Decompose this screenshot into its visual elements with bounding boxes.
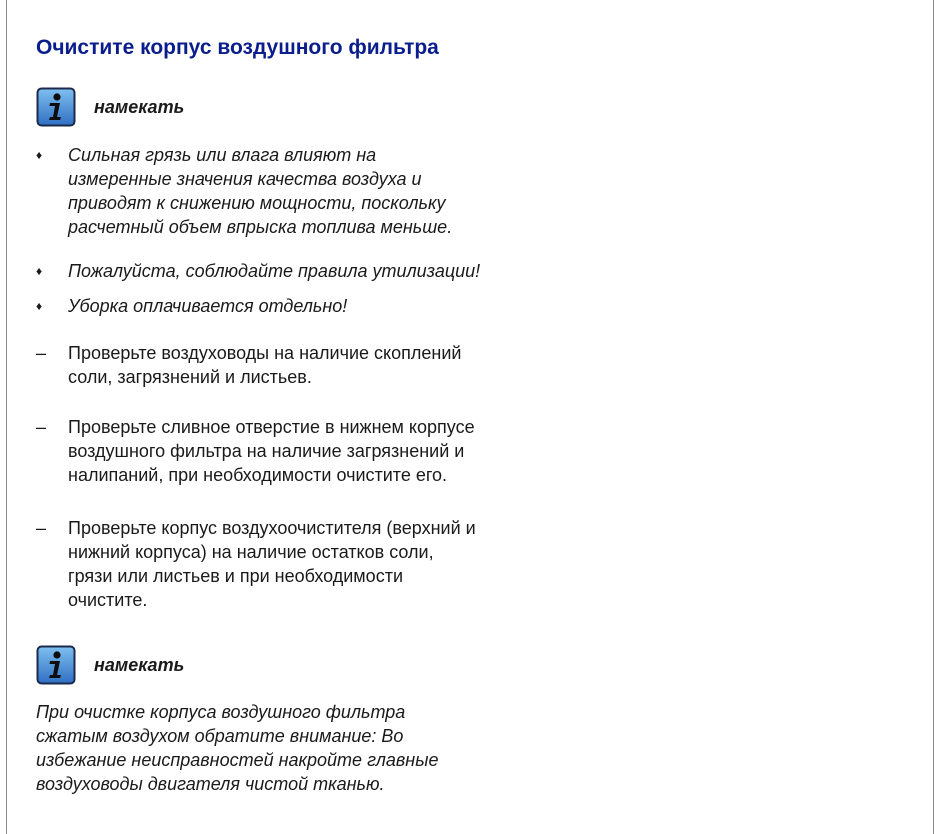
dash-bullet-icon: – (36, 343, 47, 363)
hint-label: намекать (94, 96, 185, 117)
info-icon (36, 645, 76, 685)
list-item: ♦ Сильная грязь или влага влияют на измеренные значения качества воздуха и приводят к снижению мощности, поскольку расчетный объем впрыска топлива меньше. (36, 145, 453, 237)
hint-block-2 (36, 645, 184, 685)
list-item: ♦ Уборка оплачивается отдельно! (36, 296, 348, 316)
info-icon (36, 87, 76, 127)
hint-note-text: При очистке корпуса воздушного фильтра сжатым воздухом обратите внимание: Во избежание неисправностей накройте главные воздуховоды двигателя чистой тканью. (36, 702, 439, 794)
list-item: – Проверьте воздуховоды на наличие скоплений соли, загрязнений и листьев. (36, 343, 462, 387)
list-item: – Проверьте сливное отверстие в нижнем корпусе воздушного фильтра на наличие загрязнений и налипаний, при необходимости очистите его. (36, 417, 475, 485)
list-item: ♦ Пожалуйста, соблюдайте правила утилизации! (36, 261, 481, 281)
list-item: – Проверьте корпус воздухоочистителя (верхний и нижний корпуса) на наличие остатков соли, грязи или листьев и при необходимости очистите. (36, 518, 476, 610)
page-title: Очистите корпус воздушного фильтра (36, 36, 439, 59)
diamond-bullet-icon: ♦ (36, 264, 43, 278)
dash-bullet-icon: – (36, 417, 47, 437)
dash-bullet-icon: – (36, 518, 47, 538)
hint-label: намекать (94, 654, 185, 675)
diamond-bullet-icon: ♦ (36, 148, 43, 162)
diamond-bullet-icon: ♦ (36, 299, 43, 313)
hint-block-1 (36, 87, 184, 127)
